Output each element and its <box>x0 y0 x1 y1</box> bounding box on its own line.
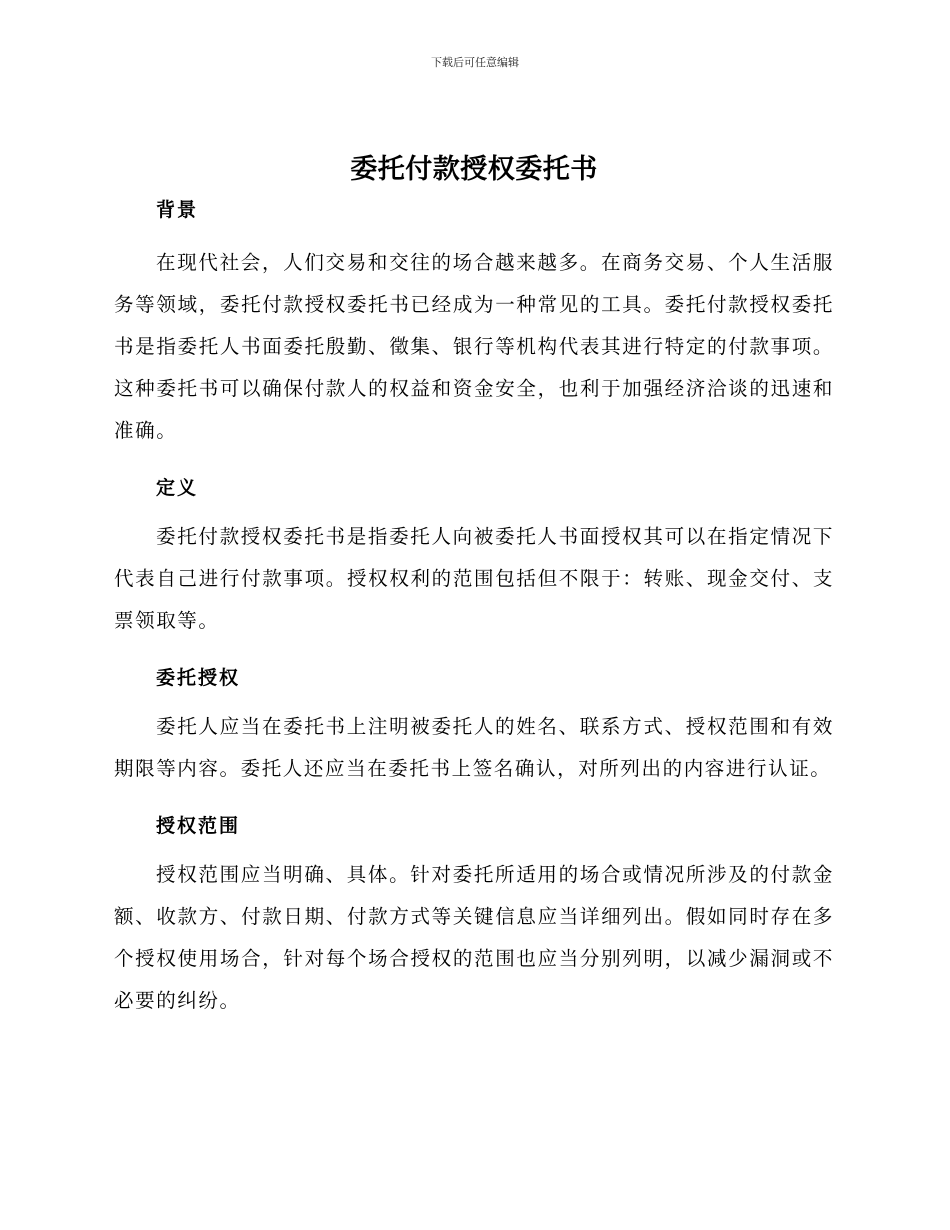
document-content <box>114 148 834 1044</box>
section-body-background: 在现代社会，人们交易和交往的场合越来越多。在商务交易、个人生活服务等领域，委托付款授权委托书已经成为一种常见的工具。委托付款授权委托书是指委托人书面委托殷勤、徵集、银行等机构代表其进行特定的付款事项。这种委托书可以确保付款人的权益和资金安全，也利于加强经济洽谈的迅速和准确。 <box>114 251 834 442</box>
document-title: 委托付款授权委托书 <box>350 154 598 185</box>
section-scope <box>114 812 834 1022</box>
header-note: 下载后可任意编辑 <box>431 56 519 69</box>
section-definition <box>114 474 834 642</box>
section-heading-background: 背景 <box>156 199 199 221</box>
section-body-scope: 授权范围应当明确、具体。针对委托所适用的场合或情况所涉及的付款金额、收款方、付款日期、付款方式等关键信息应当详细列出。假如同时存在多个授权使用场合，针对每个场合授权的范围也应当分别列明，以减少漏洞或不必要的纠纷。 <box>114 863 834 1012</box>
section-heading-authorization: 委托授权 <box>156 667 241 689</box>
section-background <box>114 196 834 452</box>
section-authorization <box>114 664 834 790</box>
section-heading-definition: 定义 <box>156 477 199 499</box>
section-heading-scope: 授权范围 <box>156 815 241 837</box>
section-body-definition: 委托付款授权委托书是指委托人向被委托人书面授权其可以在指定情况下代表自己进行付款事项。授权权利的范围包括但不限于：转账、现金交付、支票领取等。 <box>114 525 834 632</box>
section-body-authorization: 委托人应当在委托书上注明被委托人的姓名、联系方式、授权范围和有效期限等内容。委托人还应当在委托书上签名确认，对所列出的内容进行认证。 <box>114 715 834 780</box>
